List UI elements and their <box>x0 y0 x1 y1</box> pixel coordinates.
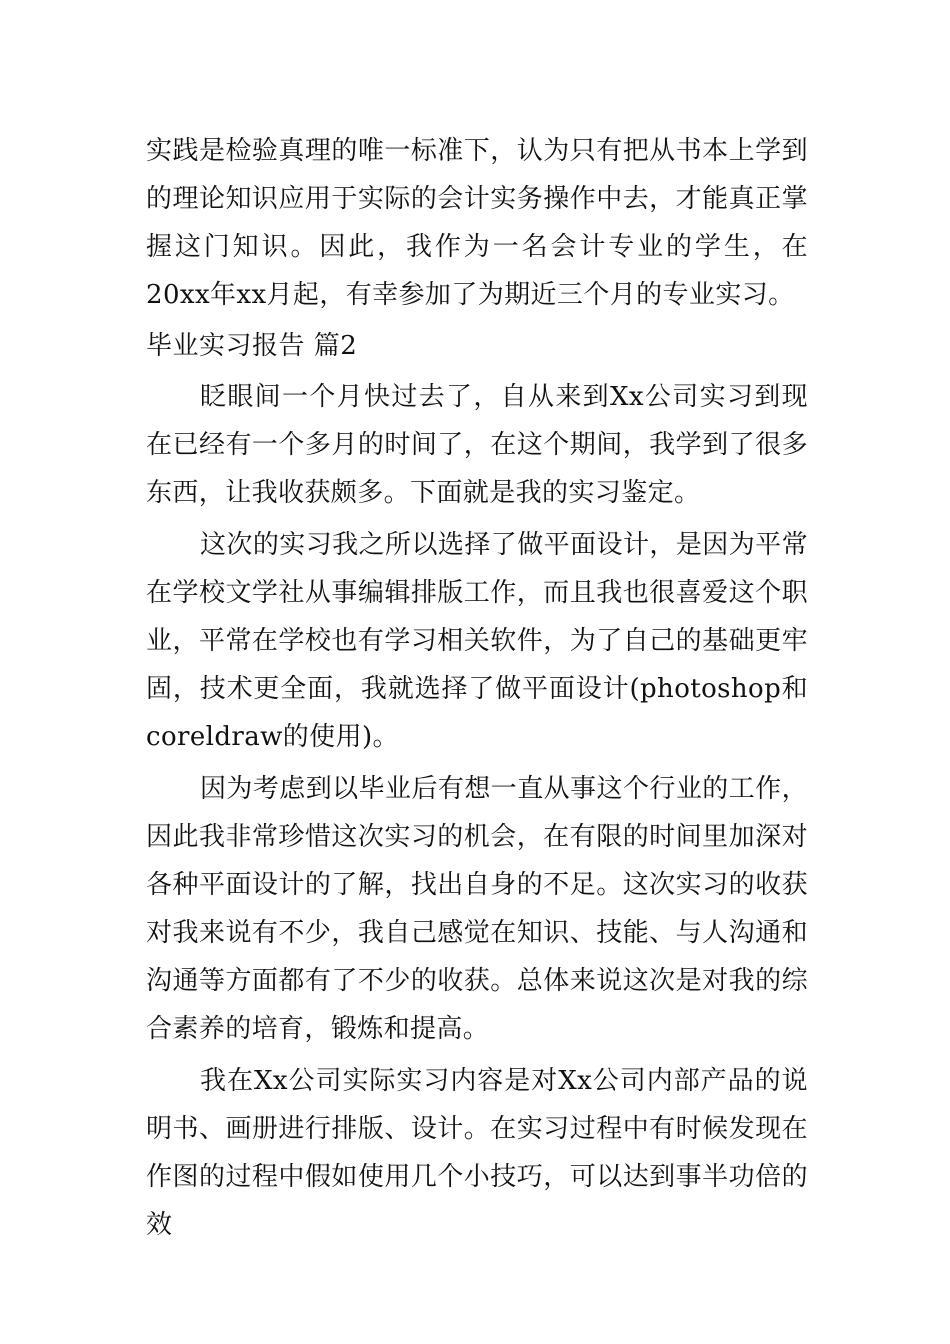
document-body <box>146 127 808 1253</box>
body-paragraph-4: 我在Xx公司实际实习内容是对Xx公司内部产品的说明书、画册进行排版、设计。在实习过程中有时候发现在作图的过程中假如使用几个小技巧，可以达到事半功倍的效 <box>146 1066 808 1240</box>
intro-paragraph: 实践是检验真理的唯一标准下，认为只有把从书本上学到的理论知识应用于实际的会计实务操作中去，才能真正掌握这门知识。因此，我作为一名会计专业的学生，在20xx年xx月起，有幸参加了为期近三个月的专业实习。 <box>146 136 808 310</box>
body-paragraph-2: 这次的实习我之所以选择了做平面设计，是因为平常在学校文学社从事编辑排版工作，而且我也很喜爱这个职业，平常在学校也有学习相关软件，为了自己的基础更牢固，技术更全面，我就选择了做平面设计(photoshop和coreldraw的使用)。 <box>146 530 808 752</box>
body-paragraph-3: 因为考虑到以毕业后有想一直从事这个行业的工作，因此我非常珍惜这次实习的机会，在有限的时间里加深对各种平面设计的了解，找出自身的不足。这次实习的收获对我来说有不少，我自己感觉在知识、技能、与人沟通和沟通等方面都有了不少的收获。总体来说这次是对我的综合素养的培育，锻炼和提高。 <box>146 774 808 1044</box>
section-heading: 毕业实习报告 篇2 <box>146 331 358 361</box>
body-paragraph-1: 眨眼间一个月快过去了，自从来到Xx公司实习到现在已经有一个多月的时间了，在这个期间，我学到了很多东西，让我收获颇多。下面就是我的实习鉴定。 <box>146 382 808 508</box>
